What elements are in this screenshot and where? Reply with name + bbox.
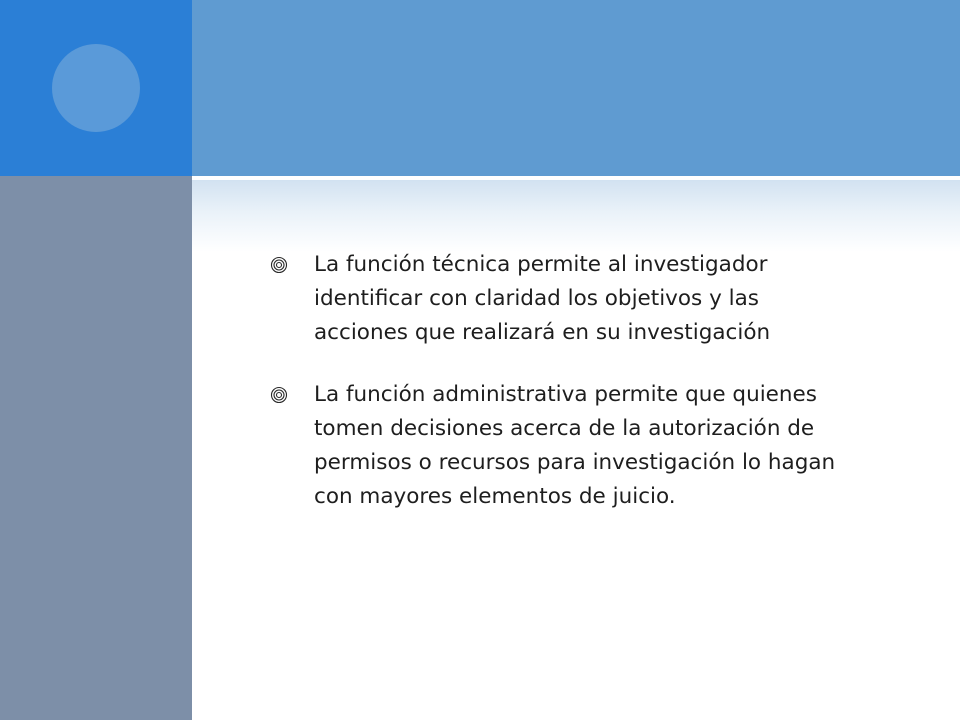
bullet-line: identificar con claridad los objetivos y las xyxy=(314,286,760,311)
bullet-line: con mayores elementos de juicio. xyxy=(314,484,676,509)
bullet-line: La función administrativa permite que quienes xyxy=(314,382,817,407)
bullet-text xyxy=(314,248,914,350)
concentric-circles-icon xyxy=(270,256,288,274)
bullet-line: permisos o recursos para investigación lo hagan xyxy=(314,450,836,475)
bullet-line: tomen decisiones acerca de la autorización de xyxy=(314,416,815,441)
bullet-text xyxy=(314,378,914,514)
bullet-line: La función técnica permite al investigador xyxy=(314,252,768,277)
concentric-circles-icon xyxy=(270,386,288,404)
bullet-line: acciones que realizará en su investigación xyxy=(314,320,771,345)
